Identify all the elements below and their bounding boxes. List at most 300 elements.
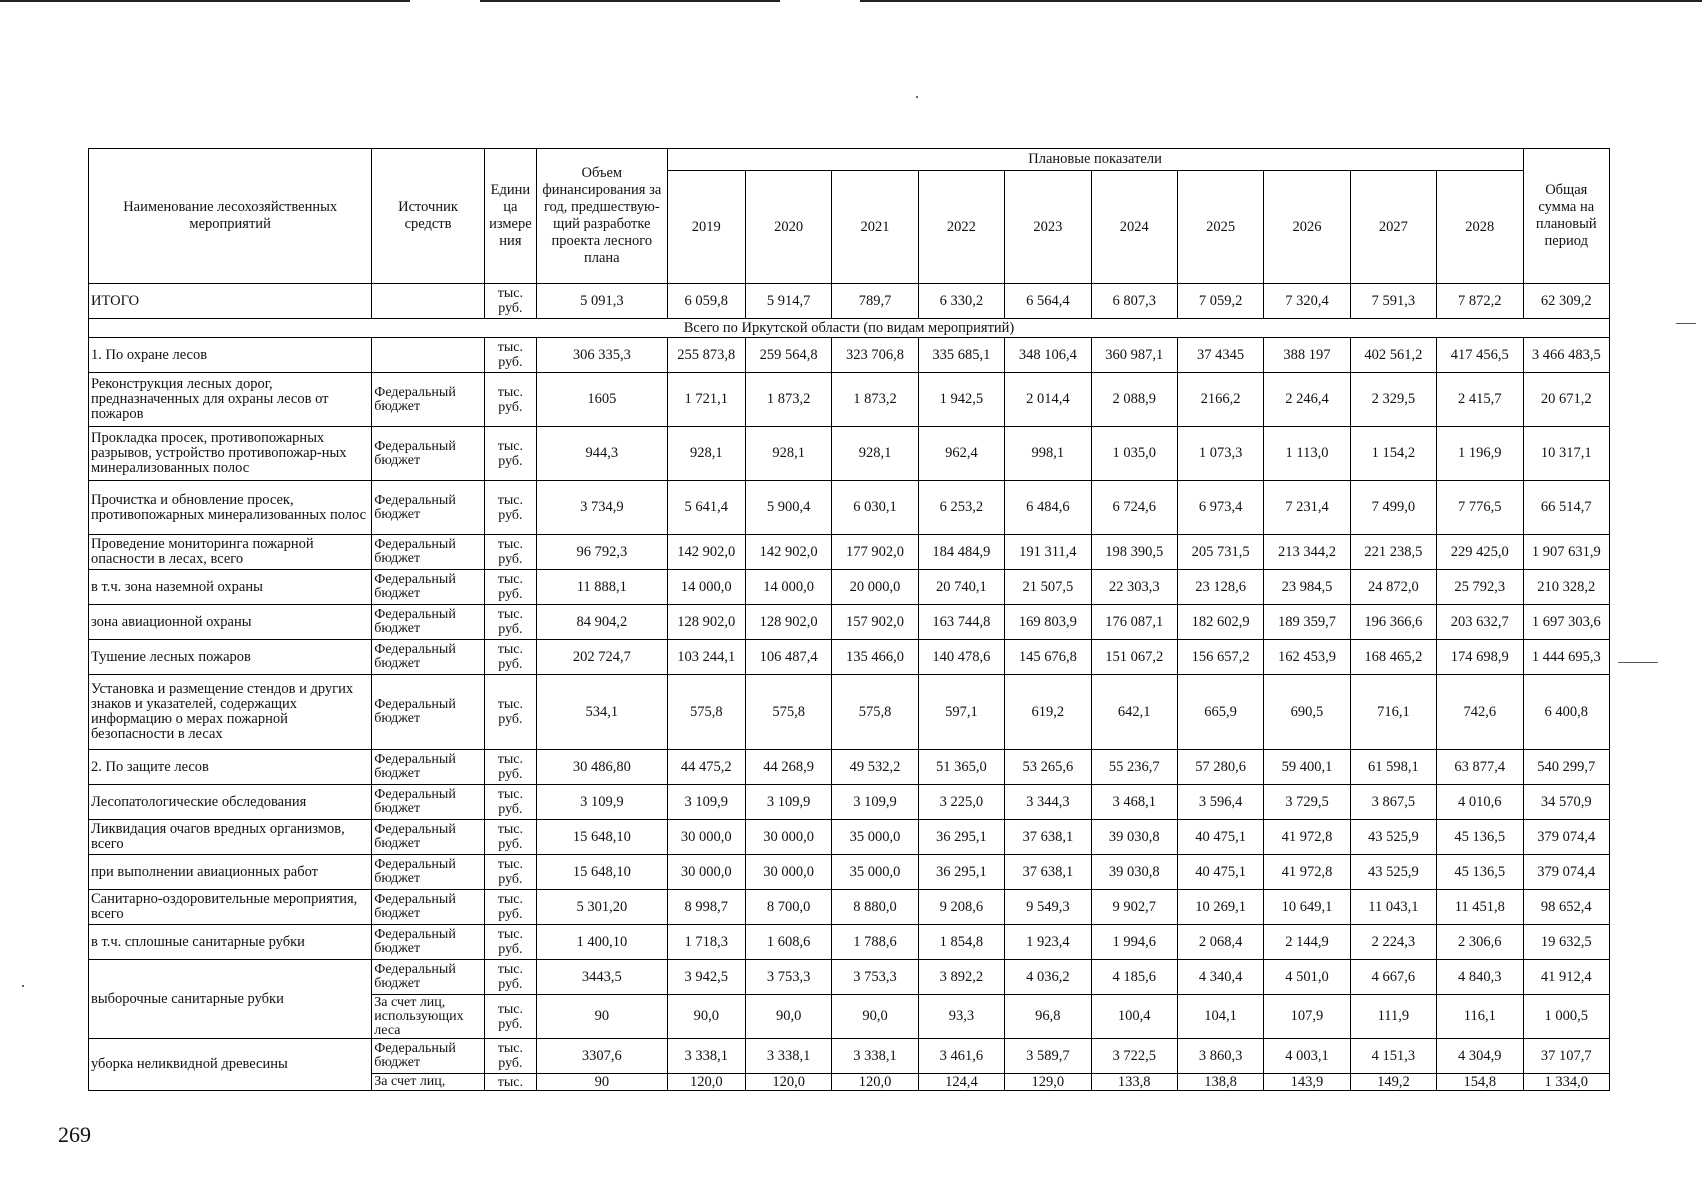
section-title: Всего по Иркутской области (по видам мероприятий) xyxy=(89,319,1610,338)
row-value: 23 984,5 xyxy=(1264,570,1350,605)
row-value: 90 xyxy=(537,1074,668,1091)
row-value: 120,0 xyxy=(745,1074,831,1091)
row-value: 3 468,1 xyxy=(1091,785,1177,820)
row-value: 1 113,0 xyxy=(1264,427,1350,481)
row-unit: тыс. руб. xyxy=(484,855,536,890)
table-row xyxy=(89,338,1610,373)
row-value: 1 942,5 xyxy=(918,373,1004,427)
row-value: 107,9 xyxy=(1264,995,1350,1039)
row-value: 9 208,6 xyxy=(918,890,1004,925)
row-value: 4 151,3 xyxy=(1350,1039,1436,1074)
row-value: 3 109,9 xyxy=(745,785,831,820)
row-value: 198 390,5 xyxy=(1091,535,1177,570)
row-unit: тыс. руб. xyxy=(484,284,536,319)
itogo-row xyxy=(89,284,1610,319)
row-value: 103 244,1 xyxy=(667,640,745,675)
section-row xyxy=(89,319,1610,338)
row-value: 93,3 xyxy=(918,995,1004,1039)
row-value: 3 753,3 xyxy=(832,960,918,995)
row-value: 1 196,9 xyxy=(1437,427,1523,481)
row-unit: тыс. руб. xyxy=(484,605,536,640)
row-value: 642,1 xyxy=(1091,675,1177,750)
row-value: 135 466,0 xyxy=(832,640,918,675)
row-value: 37 638,1 xyxy=(1005,855,1091,890)
row-value: 2 088,9 xyxy=(1091,373,1177,427)
row-value: 111,9 xyxy=(1350,995,1436,1039)
row-value: 30 000,0 xyxy=(745,820,831,855)
row-value: 402 561,2 xyxy=(1350,338,1436,373)
table-row xyxy=(89,427,1610,481)
row-value: 15 648,10 xyxy=(537,820,668,855)
row-value: 534,1 xyxy=(537,675,668,750)
row-value: 30 000,0 xyxy=(667,855,745,890)
row-value: 5 914,7 xyxy=(745,284,831,319)
row-value: 63 877,4 xyxy=(1437,750,1523,785)
row-value: 163 744,8 xyxy=(918,605,1004,640)
row-unit: тыс. руб. xyxy=(484,675,536,750)
row-value: 11 043,1 xyxy=(1350,890,1436,925)
row-value: 3443,5 xyxy=(537,960,668,995)
row-value: 540 299,7 xyxy=(1523,750,1609,785)
row-value: 61 598,1 xyxy=(1350,750,1436,785)
row-value: 25 792,3 xyxy=(1437,570,1523,605)
table-row xyxy=(89,855,1610,890)
row-value: 1 334,0 xyxy=(1523,1074,1609,1091)
row-value: 7 231,4 xyxy=(1264,481,1350,535)
row-source: Федеральный бюджет xyxy=(372,890,485,925)
row-value: 4 501,0 xyxy=(1264,960,1350,995)
row-unit: тыс. руб. xyxy=(484,750,536,785)
row-value: 128 902,0 xyxy=(745,605,831,640)
row-value: 120,0 xyxy=(832,1074,918,1091)
table-row xyxy=(89,570,1610,605)
row-value: 4 304,9 xyxy=(1437,1039,1523,1074)
row-value: 21 507,5 xyxy=(1005,570,1091,605)
row-value: 15 648,10 xyxy=(537,855,668,890)
row-value: 40 475,1 xyxy=(1177,820,1263,855)
row-value: 140 478,6 xyxy=(918,640,1004,675)
row-unit: тыс. руб. xyxy=(484,481,536,535)
row-value: 3 338,1 xyxy=(832,1039,918,1074)
row-value: 3 729,5 xyxy=(1264,785,1350,820)
row-value: 3 734,9 xyxy=(537,481,668,535)
row-value: 151 067,2 xyxy=(1091,640,1177,675)
row-value: 40 475,1 xyxy=(1177,855,1263,890)
row-value: 3 109,9 xyxy=(667,785,745,820)
row-value: 96 792,3 xyxy=(537,535,668,570)
row-value: 6 484,6 xyxy=(1005,481,1091,535)
row-source: За счет лиц, использующих леса xyxy=(372,995,485,1039)
row-value: 189 359,7 xyxy=(1264,605,1350,640)
row-value: 8 880,0 xyxy=(832,890,918,925)
scan-edge-line xyxy=(0,0,410,2)
scan-speck xyxy=(22,985,24,987)
row-value: 2 329,5 xyxy=(1350,373,1436,427)
table-row xyxy=(89,925,1610,960)
header-volume: Объем финансирования за год, предшествую-щий разработке проекта лесного плана xyxy=(537,149,668,284)
row-value: 104,1 xyxy=(1177,995,1263,1039)
row-value: 142 902,0 xyxy=(745,535,831,570)
row-value: 2 014,4 xyxy=(1005,373,1091,427)
row-value: 360 987,1 xyxy=(1091,338,1177,373)
row-value: 1 873,2 xyxy=(832,373,918,427)
row-value: 210 328,2 xyxy=(1523,570,1609,605)
header-unit: Едини ца измере ния xyxy=(484,149,536,284)
forest-plan-table xyxy=(88,148,1610,1091)
row-value: 9 902,7 xyxy=(1091,890,1177,925)
row-value: 176 087,1 xyxy=(1091,605,1177,640)
row-value: 335 685,1 xyxy=(918,338,1004,373)
header-year: 2027 xyxy=(1350,171,1436,284)
row-value: 45 136,5 xyxy=(1437,820,1523,855)
row-value: 6 330,2 xyxy=(918,284,1004,319)
row-unit: тыс. руб. xyxy=(484,640,536,675)
scan-edge-line xyxy=(480,0,780,2)
row-value: 3 589,7 xyxy=(1005,1039,1091,1074)
row-value: 2 246,4 xyxy=(1264,373,1350,427)
row-value: 7 320,4 xyxy=(1264,284,1350,319)
row-unit: тыс. руб. xyxy=(484,1039,536,1074)
row-value: 3307,6 xyxy=(537,1039,668,1074)
row-source xyxy=(372,338,485,373)
row-unit: тыс. руб. xyxy=(484,535,536,570)
row-value: 6 253,2 xyxy=(918,481,1004,535)
row-value: 149,2 xyxy=(1350,1074,1436,1091)
row-value: 1 854,8 xyxy=(918,925,1004,960)
row-value: 2 068,4 xyxy=(1177,925,1263,960)
row-value: 37 638,1 xyxy=(1005,820,1091,855)
row-value: 35 000,0 xyxy=(832,820,918,855)
row-value: 944,3 xyxy=(537,427,668,481)
row-value: 120,0 xyxy=(667,1074,745,1091)
table-row xyxy=(89,481,1610,535)
row-name: 1. По охране лесов xyxy=(89,338,372,373)
row-unit: тыс. руб. xyxy=(484,785,536,820)
row-value: 6 724,6 xyxy=(1091,481,1177,535)
row-value: 4 840,3 xyxy=(1437,960,1523,995)
row-value: 3 722,5 xyxy=(1091,1039,1177,1074)
row-value: 4 667,6 xyxy=(1350,960,1436,995)
row-source: Федеральный бюджет xyxy=(372,427,485,481)
row-name: Проведение мониторинга пожарной опасности в лесах, всего xyxy=(89,535,372,570)
row-value: 30 486,80 xyxy=(537,750,668,785)
row-value: 41 912,4 xyxy=(1523,960,1609,995)
row-name: Лесопатологические обследования xyxy=(89,785,372,820)
row-value: 138,8 xyxy=(1177,1074,1263,1091)
row-value: 90,0 xyxy=(667,995,745,1039)
header-year: 2022 xyxy=(918,171,1004,284)
row-value: 6 030,1 xyxy=(832,481,918,535)
header-year: 2028 xyxy=(1437,171,1523,284)
row-value: 128 902,0 xyxy=(667,605,745,640)
row-source: Федеральный бюджет xyxy=(372,570,485,605)
row-value: 10 269,1 xyxy=(1177,890,1263,925)
row-value: 2 224,3 xyxy=(1350,925,1436,960)
row-value: 3 338,1 xyxy=(745,1039,831,1074)
row-value: 1 873,2 xyxy=(745,373,831,427)
row-value: 1 788,6 xyxy=(832,925,918,960)
row-value: 44 475,2 xyxy=(667,750,745,785)
row-value: 619,2 xyxy=(1005,675,1091,750)
row-value: 11 451,8 xyxy=(1437,890,1523,925)
row-name: ИТОГО xyxy=(89,284,372,319)
row-value: 221 238,5 xyxy=(1350,535,1436,570)
row-name: Установка и размещение стендов и других знаков и указателей, содержащих информацию о мерах пожарной безопасности в лесах xyxy=(89,675,372,750)
row-value: 8 998,7 xyxy=(667,890,745,925)
row-value: 1 923,4 xyxy=(1005,925,1091,960)
row-value: 41 972,8 xyxy=(1264,855,1350,890)
row-value: 597,1 xyxy=(918,675,1004,750)
row-source: Федеральный бюджет xyxy=(372,1039,485,1074)
row-value: 157 902,0 xyxy=(832,605,918,640)
row-value: 1 444 695,3 xyxy=(1523,640,1609,675)
row-value: 6 400,8 xyxy=(1523,675,1609,750)
row-value: 37 107,7 xyxy=(1523,1039,1609,1074)
row-name: Ликвидация очагов вредных организмов, всего xyxy=(89,820,372,855)
row-unit: тыс. xyxy=(484,1074,536,1091)
row-name: Санитарно-оздоровительные мероприятия, всего xyxy=(89,890,372,925)
row-value: 205 731,5 xyxy=(1177,535,1263,570)
row-source xyxy=(372,284,485,319)
row-value: 106 487,4 xyxy=(745,640,831,675)
row-value: 213 344,2 xyxy=(1264,535,1350,570)
row-value: 1 697 303,6 xyxy=(1523,605,1609,640)
row-unit: тыс. руб. xyxy=(484,570,536,605)
row-value: 20 671,2 xyxy=(1523,373,1609,427)
row-value: 4 003,1 xyxy=(1264,1039,1350,1074)
row-source: Федеральный бюджет xyxy=(372,750,485,785)
row-value: 35 000,0 xyxy=(832,855,918,890)
row-value: 417 456,5 xyxy=(1437,338,1523,373)
row-value: 379 074,4 xyxy=(1523,820,1609,855)
row-value: 1 721,1 xyxy=(667,373,745,427)
row-value: 143,9 xyxy=(1264,1074,1350,1091)
row-value: 3 753,3 xyxy=(745,960,831,995)
row-value: 9 549,3 xyxy=(1005,890,1091,925)
row-value: 2 415,7 xyxy=(1437,373,1523,427)
row-name: в т.ч. сплошные санитарные рубки xyxy=(89,925,372,960)
row-value: 4 036,2 xyxy=(1005,960,1091,995)
row-value: 202 724,7 xyxy=(537,640,668,675)
row-name: 2. По защите лесов xyxy=(89,750,372,785)
row-value: 169 803,9 xyxy=(1005,605,1091,640)
row-value: 34 570,9 xyxy=(1523,785,1609,820)
row-value: 3 225,0 xyxy=(918,785,1004,820)
row-source: Федеральный бюджет xyxy=(372,605,485,640)
row-unit: тыс. руб. xyxy=(484,995,536,1039)
table-row xyxy=(89,960,1610,995)
row-value: 43 525,9 xyxy=(1350,820,1436,855)
row-value: 30 000,0 xyxy=(667,820,745,855)
table-row xyxy=(89,750,1610,785)
row-value: 55 236,7 xyxy=(1091,750,1177,785)
table-row xyxy=(89,535,1610,570)
header-total: Общая сумма на плановый период xyxy=(1523,149,1609,284)
header-source: Источник средств xyxy=(372,149,485,284)
row-source: Федеральный бюджет xyxy=(372,373,485,427)
row-value: 156 657,2 xyxy=(1177,640,1263,675)
row-value: 388 197 xyxy=(1264,338,1350,373)
row-unit: тыс. руб. xyxy=(484,427,536,481)
row-value: 789,7 xyxy=(832,284,918,319)
row-value: 62 309,2 xyxy=(1523,284,1609,319)
row-value: 928,1 xyxy=(667,427,745,481)
row-value: 51 365,0 xyxy=(918,750,1004,785)
row-source: Федеральный бюджет xyxy=(372,640,485,675)
row-value: 1 073,3 xyxy=(1177,427,1263,481)
row-value: 2166,2 xyxy=(1177,373,1263,427)
row-value: 7 872,2 xyxy=(1437,284,1523,319)
row-value: 3 860,3 xyxy=(1177,1039,1263,1074)
row-source: Федеральный бюджет xyxy=(372,925,485,960)
row-value: 66 514,7 xyxy=(1523,481,1609,535)
row-value: 53 265,6 xyxy=(1005,750,1091,785)
row-value: 259 564,8 xyxy=(745,338,831,373)
table-row xyxy=(89,785,1610,820)
row-value: 162 453,9 xyxy=(1264,640,1350,675)
row-unit: тыс. руб. xyxy=(484,820,536,855)
row-value: 1605 xyxy=(537,373,668,427)
table-row xyxy=(89,890,1610,925)
row-value: 49 532,2 xyxy=(832,750,918,785)
row-value: 1 035,0 xyxy=(1091,427,1177,481)
row-value: 116,1 xyxy=(1437,995,1523,1039)
row-value: 3 942,5 xyxy=(667,960,745,995)
row-value: 44 268,9 xyxy=(745,750,831,785)
row-value: 24 872,0 xyxy=(1350,570,1436,605)
table-row xyxy=(89,675,1610,750)
row-value: 3 867,5 xyxy=(1350,785,1436,820)
row-value: 196 366,6 xyxy=(1350,605,1436,640)
row-value: 1 907 631,9 xyxy=(1523,535,1609,570)
row-value: 90,0 xyxy=(832,995,918,1039)
row-value: 90 xyxy=(537,995,668,1039)
row-value: 19 632,5 xyxy=(1523,925,1609,960)
row-value: 2 144,9 xyxy=(1264,925,1350,960)
row-value: 5 091,3 xyxy=(537,284,668,319)
row-value: 20 000,0 xyxy=(832,570,918,605)
scan-speck xyxy=(1618,662,1658,663)
row-value: 36 295,1 xyxy=(918,855,1004,890)
row-name: выборочные санитарные рубки xyxy=(89,960,372,1039)
header-year: 2020 xyxy=(745,171,831,284)
row-value: 928,1 xyxy=(832,427,918,481)
row-value: 3 596,4 xyxy=(1177,785,1263,820)
row-source: Федеральный бюджет xyxy=(372,785,485,820)
row-value: 37 4345 xyxy=(1177,338,1263,373)
row-value: 4 185,6 xyxy=(1091,960,1177,995)
row-source: Федеральный бюджет xyxy=(372,481,485,535)
row-value: 1 000,5 xyxy=(1523,995,1609,1039)
row-value: 184 484,9 xyxy=(918,535,1004,570)
scan-edge-line xyxy=(860,0,1702,2)
row-value: 2 306,6 xyxy=(1437,925,1523,960)
row-value: 154,8 xyxy=(1437,1074,1523,1091)
scan-speck xyxy=(1676,323,1696,324)
table-row xyxy=(89,1039,1610,1074)
row-value: 1 718,3 xyxy=(667,925,745,960)
row-value: 90,0 xyxy=(745,995,831,1039)
row-value: 998,1 xyxy=(1005,427,1091,481)
row-value: 100,4 xyxy=(1091,995,1177,1039)
row-value: 716,1 xyxy=(1350,675,1436,750)
row-value: 6 973,4 xyxy=(1177,481,1263,535)
row-source: Федеральный бюджет xyxy=(372,535,485,570)
row-value: 43 525,9 xyxy=(1350,855,1436,890)
row-value: 690,5 xyxy=(1264,675,1350,750)
row-value: 928,1 xyxy=(745,427,831,481)
row-value: 665,9 xyxy=(1177,675,1263,750)
row-value: 168 465,2 xyxy=(1350,640,1436,675)
row-value: 36 295,1 xyxy=(918,820,1004,855)
row-value: 39 030,8 xyxy=(1091,855,1177,890)
row-name: Прокладка просек, противопожарных разрывов, устройство противопожар-ных минерализованных полос xyxy=(89,427,372,481)
row-value: 142 902,0 xyxy=(667,535,745,570)
row-value: 3 892,2 xyxy=(918,960,1004,995)
row-value: 203 632,7 xyxy=(1437,605,1523,640)
row-value: 22 303,3 xyxy=(1091,570,1177,605)
row-value: 575,8 xyxy=(667,675,745,750)
row-source: Федеральный бюджет xyxy=(372,675,485,750)
row-value: 5 641,4 xyxy=(667,481,745,535)
row-value: 348 106,4 xyxy=(1005,338,1091,373)
row-value: 3 461,6 xyxy=(918,1039,1004,1074)
row-value: 1 400,10 xyxy=(537,925,668,960)
scan-speck xyxy=(916,96,918,98)
row-value: 124,4 xyxy=(918,1074,1004,1091)
row-value: 4 340,4 xyxy=(1177,960,1263,995)
row-value: 1 154,2 xyxy=(1350,427,1436,481)
row-value: 30 000,0 xyxy=(745,855,831,890)
row-value: 6 807,3 xyxy=(1091,284,1177,319)
row-name: уборка неликвидной древесины xyxy=(89,1039,372,1091)
row-value: 174 698,9 xyxy=(1437,640,1523,675)
row-unit: тыс. руб. xyxy=(484,960,536,995)
header-year: 2019 xyxy=(667,171,745,284)
header-year: 2021 xyxy=(832,171,918,284)
row-value: 575,8 xyxy=(832,675,918,750)
table-row xyxy=(89,820,1610,855)
row-name: при выполнении авиационных работ xyxy=(89,855,372,890)
row-name: в т.ч. зона наземной охраны xyxy=(89,570,372,605)
row-name: Тушение лесных пожаров xyxy=(89,640,372,675)
header-name: Наименование лесохозяйственных мероприятий xyxy=(89,149,372,284)
row-value: 379 074,4 xyxy=(1523,855,1609,890)
row-value: 6 059,8 xyxy=(667,284,745,319)
row-value: 7 059,2 xyxy=(1177,284,1263,319)
row-source: За счет лиц, xyxy=(372,1074,485,1091)
row-value: 1 994,6 xyxy=(1091,925,1177,960)
row-value: 3 344,3 xyxy=(1005,785,1091,820)
row-value: 191 311,4 xyxy=(1005,535,1091,570)
row-name: Реконструкция лесных дорог, предназначенных для охраны лесов от пожаров xyxy=(89,373,372,427)
row-value: 306 335,3 xyxy=(537,338,668,373)
row-value: 14 000,0 xyxy=(745,570,831,605)
row-source: Федеральный бюджет xyxy=(372,820,485,855)
row-value: 7 776,5 xyxy=(1437,481,1523,535)
row-value: 11 888,1 xyxy=(537,570,668,605)
row-unit: тыс. руб. xyxy=(484,338,536,373)
row-value: 575,8 xyxy=(745,675,831,750)
row-value: 182 602,9 xyxy=(1177,605,1263,640)
row-value: 8 700,0 xyxy=(745,890,831,925)
page-number: 269 xyxy=(58,1122,91,1147)
row-value: 3 109,9 xyxy=(537,785,668,820)
table-row xyxy=(89,640,1610,675)
row-value: 4 010,6 xyxy=(1437,785,1523,820)
header-year: 2024 xyxy=(1091,171,1177,284)
row-value: 10 317,1 xyxy=(1523,427,1609,481)
